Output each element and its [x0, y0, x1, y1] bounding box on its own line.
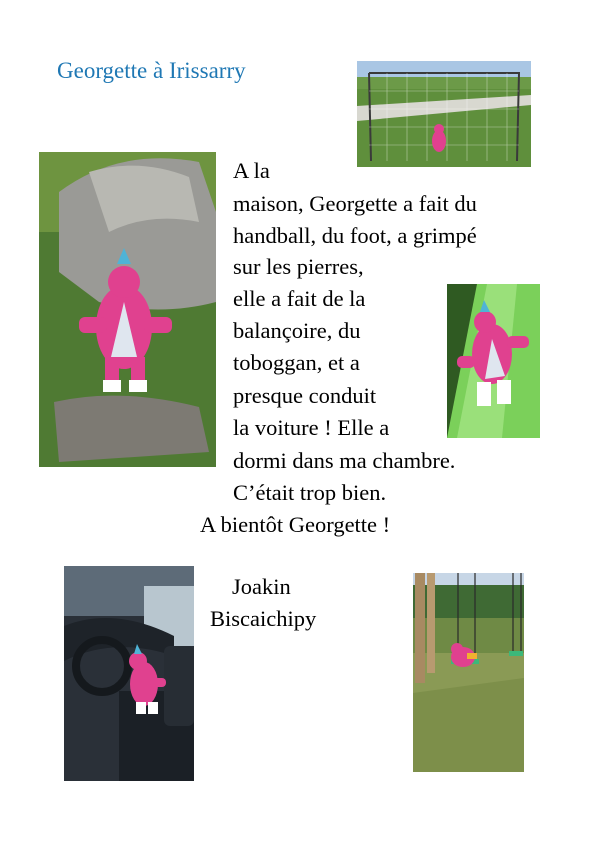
story-line: A la [233, 158, 270, 183]
photo-car-seat [64, 566, 194, 781]
story-line: balançoire, du [233, 318, 361, 343]
signature-first-name: Joakin [232, 574, 291, 599]
story-line: dormi dans ma chambre. [233, 448, 456, 473]
story-line: presque conduit [233, 383, 377, 408]
story-line: maison, Georgette a fait du [233, 191, 477, 216]
story-line: elle a fait de la [233, 286, 366, 311]
photo-football-goal [357, 61, 531, 167]
page-title: Georgette à Irissarry [57, 58, 246, 83]
closing-line: A bientôt Georgette ! [200, 512, 391, 537]
story-line: sur les pierres, [233, 254, 364, 279]
signature-last-name: Biscaichipy [210, 606, 317, 631]
photo-rock [39, 152, 216, 467]
story-line: handball, du foot, a grimpé [233, 223, 477, 248]
story-line: toboggan, et a [233, 350, 360, 375]
photo-swing [413, 573, 524, 772]
story-line: la voiture ! Elle a [233, 415, 390, 440]
photo-slide [447, 284, 540, 438]
story-line: C’était trop bien. [233, 480, 387, 505]
